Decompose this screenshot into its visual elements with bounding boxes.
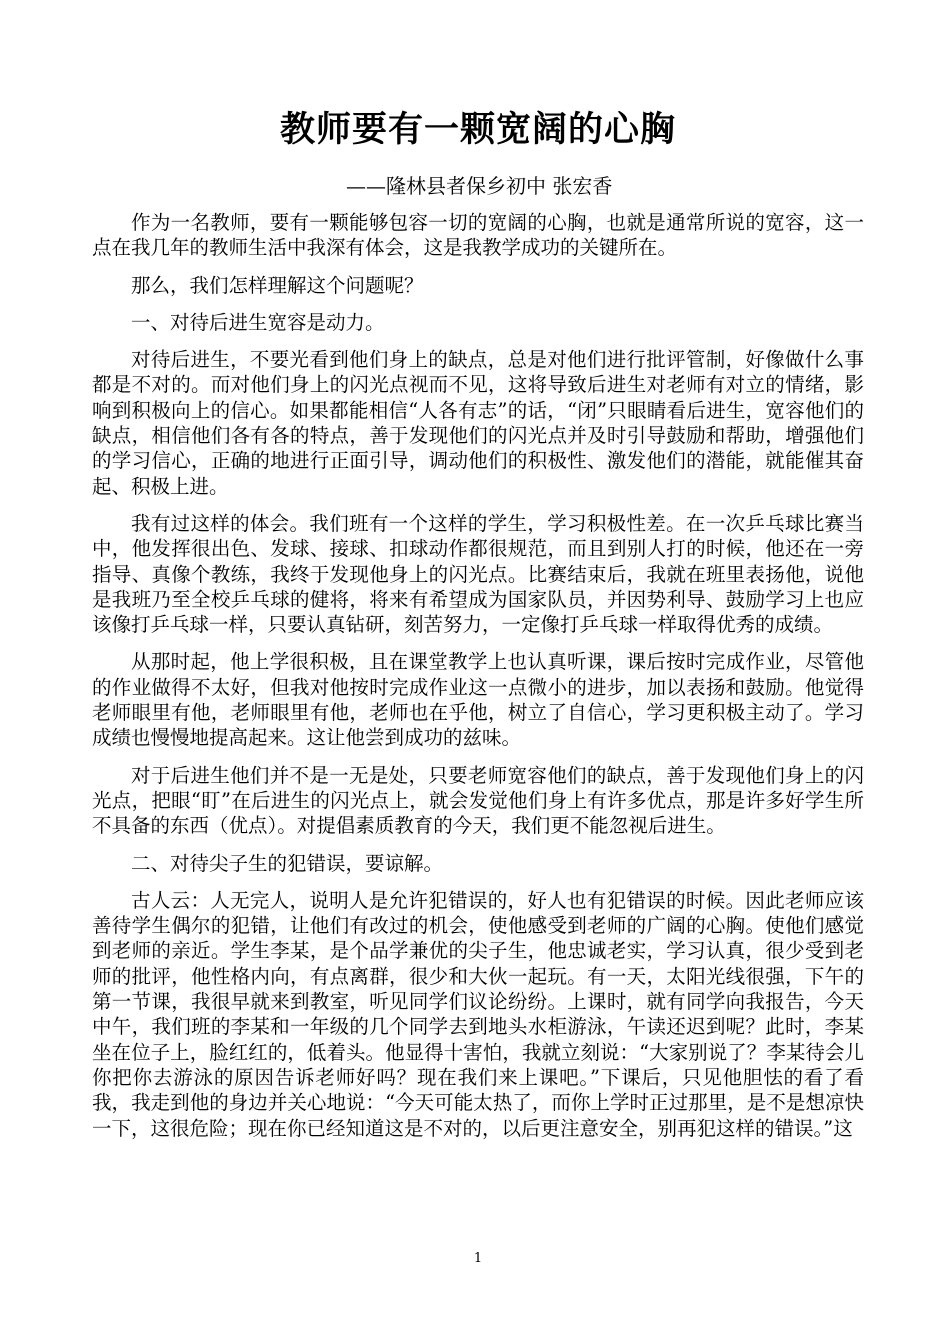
- paragraph: 从那时起，他上学很积极，且在课堂教学上也认真听课，课后按时完成作业，尽管他的作业做得不太好，但我对他按时完成作业这一点微小的进步，加以表扬和鼓励。他觉得老师眼里有他，老师眼里有他，老师也在乎他，树立了自信心，学习更积极主动了。学习成绩也慢慢地提高起来。这让他尝到成功的兹味。: [92, 650, 864, 750]
- paragraph: 对于后进生他们并不是一无是处，只要老师宽容他们的缺点，善于发现他们身上的闪光点，把眼“盯”在后进生的闪光点上，就会发觉他们身上有许多优点，那是许多好学生所不具备的东西（优点）。对提倡素质教育的今天，我们更不能忽视后进生。: [92, 763, 864, 838]
- paragraph: 古人云：人无完人，说明人是允许犯错误的，好人也有犯错误的时候。因此老师应该善待学生偶尔的犯错，让他们有改过的机会，使他感受到老师的广阔的心胸。使他们感觉到老师的亲近。学生李某，是个品学兼优的尖子生，他忠诚老实，学习认真，很少受到老师的批评，他性格内向，有点离群，很少和大伙一起玩。有一天，太阳光线很强，下午的第一节课，我很早就来到教室，听见同学们议论纷纷。上课时，就有同学向我报告，今天中午，我们班的李某和一年级的几个同学去到地头水柜游泳，午读还迟到呢？此时，李某坐在位子上，脸红红的，低着头。他显得十害怕，我就立刻说：“大家别说了？李某待会儿你把你去游泳的原因告诉老师好吗？现在我们来上课吧。”下课后，只见他胆怯的看了看我，我走到他的身边并关心地说：“今天可能太热了，而你上学时正过那里，是不是想凉快一下，这很危险；现在你已经知道这是不对的，以后更注意安全，别再犯这样的错误。”这: [92, 888, 864, 1140]
- page-number: 1: [473, 1251, 483, 1266]
- author-line: ——隆林县者保乡初中 张宏香: [346, 174, 613, 198]
- section-heading-2: 二、对待尖子生的犯错误，要谅解。: [131, 851, 444, 875]
- document-page: [92, 0, 864, 1344]
- document-title: 教师要有一颗宽阔的心胸: [279, 109, 676, 150]
- paragraph: 我有过这样的体会。我们班有一个这样的学生，学习积极性差。在一次乒乓球比赛当中，他发挥很出色、发球、接球、扣球动作都很规范，而且到别人打的时候，他还在一旁指导、真像个教练，我终于发现他身上的闪光点。比赛结束后，我就在班里表扬他，说他是我班乃至全校乒乓球的健将，将来有希望成为国家队员，并因势利导、鼓励学习上也应该像打乒乓球一样，只要认真钻研，刻苦努力，一定像打乒乓球一样取得优秀的成绩。: [92, 511, 864, 637]
- paragraph-question: 那么，我们怎样理解这个问题呢？: [131, 273, 424, 297]
- paragraph: 对待后进生，不要光看到他们身上的缺点，总是对他们进行批评管制，好像做什么事都是不对的。而对他们身上的闪光点视而不见，这将导致后进生对老师有对立的情绪，影响到积极向上的信心。如果都能相信“人各有志”的话，“闭”只眼睛看后进生，宽容他们的缺点，相信他们各有各的特点，善于发现他们的闪光点并及时引导鼓励和帮助，增强他们的学习信心，正确的地进行正面引导，调动他们的积极性、激发他们的潜能，就能催其奋起、积极上进。: [92, 348, 864, 498]
- section-heading-1: 一、对待后进生宽容是动力。: [131, 310, 385, 334]
- document-body: [92, 210, 864, 1153]
- paragraph-intro: 作为一名教师，要有一颗能够包容一切的宽阔的心胸，也就是通常所说的宽容，这一点在我几年的教师生活中我深有体会，这是我教学成功的关键所在。: [92, 211, 864, 260]
